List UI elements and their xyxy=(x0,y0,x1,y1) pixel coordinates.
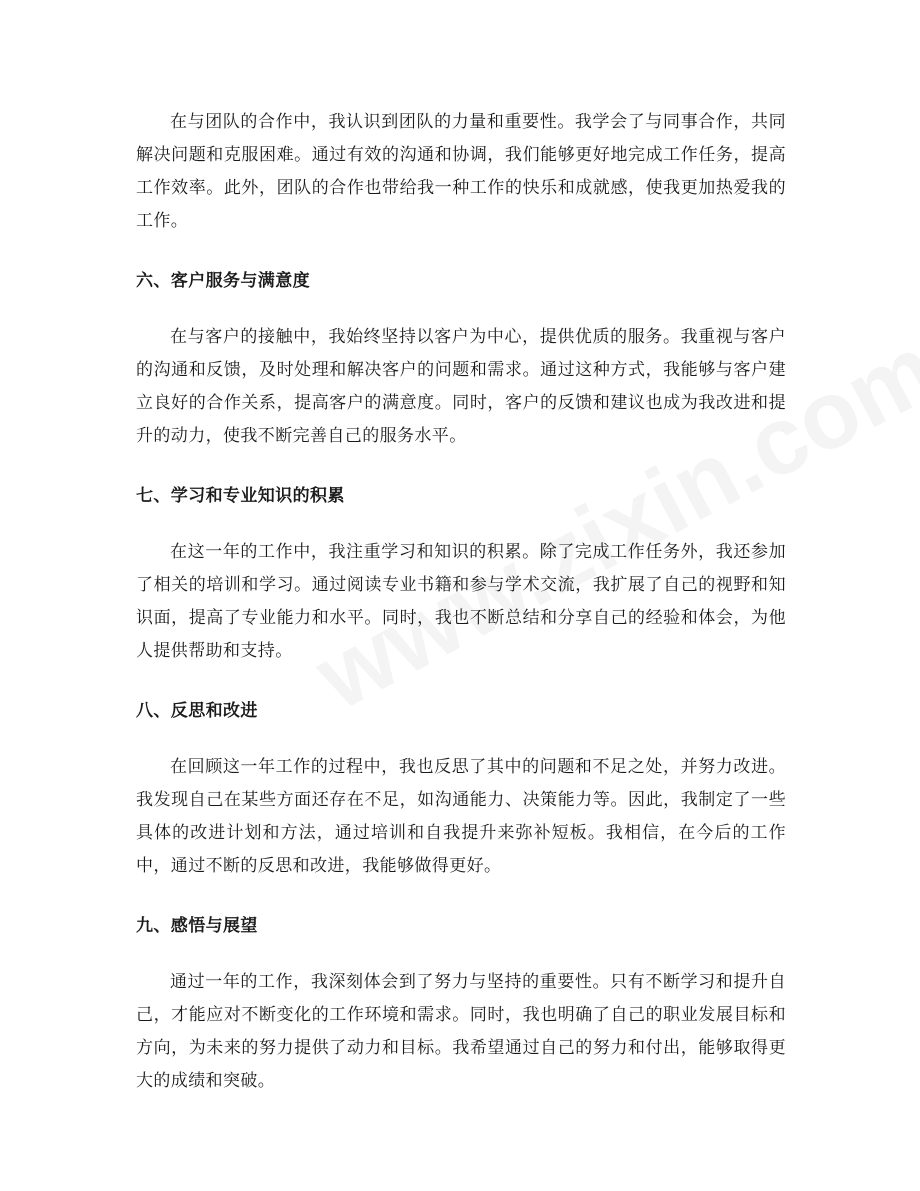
section-heading-8: 八、反思和改进 xyxy=(136,701,258,721)
section-heading-7: 七、学习和专业知识的积累 xyxy=(136,486,345,506)
section-paragraph-8: 在回顾这一年工作的过程中，我也反思了其中的问题和不足之处，并努力改进。我发现自己在某些方面还存在不足，如沟通能力、决策能力等。因此，我制定了一些具体的改进计划和方法，通过培训和自我提升来弥补短板。我相信，在今后的工作中，通过不断的反思和改进，我能够做得更好。 xyxy=(136,757,786,876)
section-paragraph-9: 通过一年的工作，我深刻体会到了努力与坚持的重要性。只有不断学习和提升自己，才能应对不断变化的工作环境和需求。同时，我也明确了自己的职业发展目标和方向，为未来的努力提供了动力和目标。我希望通过自己的努力和付出，能够取得更大的成绩和突破。 xyxy=(136,972,786,1091)
section-heading-6: 六、客户服务与满意度 xyxy=(136,271,310,291)
section-paragraph-7: 在这一年的工作中，我注重学习和知识的积累。除了完成工作任务外，我还参加了相关的培训和学习。通过阅读专业书籍和参与学术交流，我扩展了自己的视野和知识面，提高了专业能力和水平。同时，我也不断总结和分享自己的经验和体会，为他人提供帮助和支持。 xyxy=(136,542,786,661)
section-heading-9: 九、感悟与展望 xyxy=(136,916,258,936)
intro-paragraph: 在与团队的合作中，我认识到团队的力量和重要性。我学会了与同事合作，共同解决问题和克服困难。通过有效的沟通和协调，我们能够更好地完成工作任务，提高工作效率。此外，团队的合作也带给我一种工作的快乐和成就感，使我更加热爱我的工作。 xyxy=(136,112,786,231)
document-page xyxy=(136,106,786,1098)
section-paragraph-6: 在与客户的接触中，我始终坚持以客户为中心，提供优质的服务。我重视与客户的沟通和反馈，及时处理和解决客户的问题和需求。通过这种方式，我能够与客户建立良好的合作关系，提高客户的满意度。同时，客户的反馈和建议也成为我改进和提升的动力，使我不断完善自己的服务水平。 xyxy=(136,327,786,446)
